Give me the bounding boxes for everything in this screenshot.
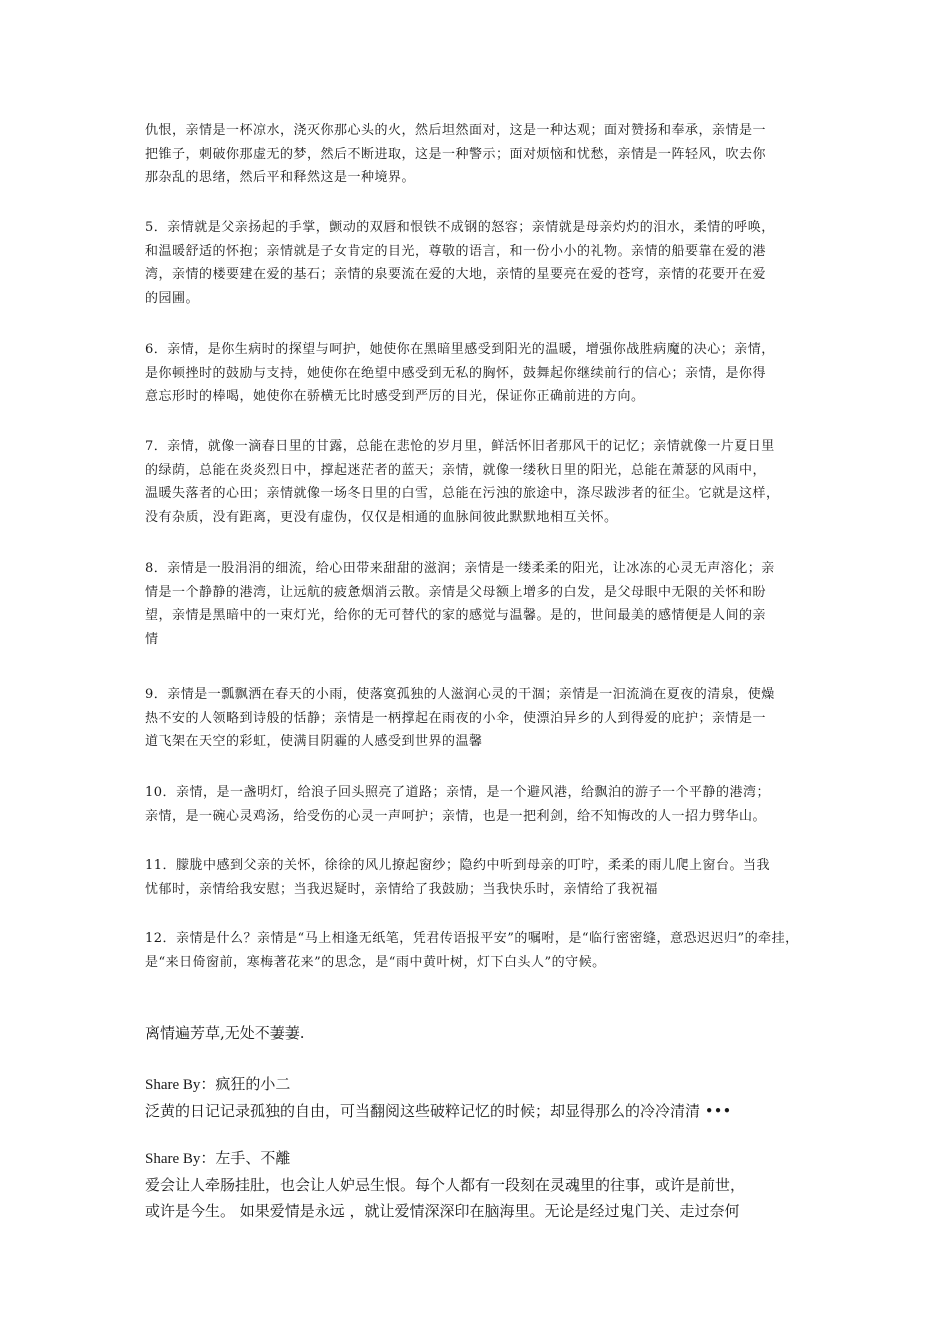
text-line: 10．亲情，是一盏明灯，给浪子回头照亮了道路；亲情，是一个避风港，给飘泊的游子一个平静的港湾； <box>145 785 771 800</box>
paragraph-8 <box>145 557 807 651</box>
share-by-label: Share By：左手、不離 <box>145 1151 291 1167</box>
text-line: 情 <box>145 631 159 647</box>
paragraph-9 <box>145 683 807 754</box>
share-block-2 <box>145 1146 815 1224</box>
paragraph-12 <box>145 927 807 974</box>
text-line: 那杂乱的思绪，然后平和释然这是一种境界。 <box>145 170 416 185</box>
text-line: 6．亲情，是你生病时的探望与呵护，她使你在黑暗里感受到阳光的温暖，增强你战胜病魔的决心；亲情， <box>145 342 775 357</box>
text-line: 意忘形时的棒喝，她使你在骄横无比时感受到严厉的目光，保证你正确前进的方向。 <box>145 389 645 404</box>
paragraph-5 <box>145 216 807 310</box>
text-line: 爱会让人牵肠挂肚，也会让人妒忌生恨。每个人都有一段刻在灵魂里的往事，或许是前世， <box>145 1176 746 1194</box>
text-line: 或许是今生。 如果爱情是永远 ，就让爱情深深印在脑海里。无论是经过鬼门关、走过奈何 <box>145 1202 740 1220</box>
text-line: 是你顿挫时的鼓励与支持，她使你在绝望中感受到无私的胸怀，鼓舞起你继续前行的信心；亲情，是你得 <box>145 365 767 381</box>
text-line: 温暖失落者的心田；亲情就像一场冬日里的白雪，总能在污浊的旅途中，涤尽跋涉者的征尘。它就是这样， <box>145 486 780 501</box>
text-line: 没有杂质，没有距离，更没有虚伪，仅仅是相通的血脉间彼此默默地相互关怀。 <box>145 509 618 525</box>
paragraph-continued <box>145 119 807 190</box>
text-line: 望，亲情是黑暗中的一束灯光，给你的无可替代的家的感觉与温馨。是的，世间最美的感情便是人间的亲 <box>145 608 767 623</box>
text-line: 12．亲情是什么？亲情是“马上相逢无纸笔，凭君传语报平安”的嘱咐，是“临行密密缝，意恐迟迟归”的牵挂， <box>145 931 799 946</box>
text-line: 泛黄的日记记录孤独的自由，可当翻阅这些破粹记忆的时候；却显得那么的冷冷清清 ••• <box>145 1102 732 1120</box>
text-line: 仇恨，亲情是一杯凉水，浇灭你那心头的火，然后坦然面对，这是一种达观；面对赞扬和奉承，亲情是一 <box>145 123 767 138</box>
paragraph-10 <box>145 781 807 828</box>
text-line: 情是一个静静的港湾，让远航的疲惫烟消云散。亲情是父母额上增多的白发，是父母眼中无限的关怀和盼 <box>145 584 767 600</box>
text-line: 11．朦胧中感到父亲的关怀，徐徐的风儿撩起窗纱；隐约中听到母亲的叮咛，柔柔的雨儿爬上窗台。当我 <box>145 858 771 873</box>
text-line: 把锥子，刺破你那虚无的梦，然后不断进取，这是一种警示；面对烦恼和忧愁，亲情是一阵轻风，吹去你 <box>145 146 767 162</box>
text-line: 和温暖舒适的怀抱；亲情就是子女肯定的目光，尊敬的语言，和一份小小的礼物。亲情的船要靠在爱的港 <box>145 243 767 259</box>
share-block-1 <box>145 1072 815 1124</box>
text-line: 湾，亲情的楼要建在爱的基石；亲情的泉要流在爱的大地，亲情的星要亮在爱的苍穹，亲情的花要开在爱 <box>145 267 767 282</box>
paragraph-11 <box>145 854 807 901</box>
text-line: 7．亲情，就像一滴春日里的甘露，总能在悲怆的岁月里，鲜活怀旧者那风干的记忆；亲情就像一片夏日里 <box>145 439 775 454</box>
text-line: 亲情，是一碗心灵鸡汤，给受伤的心灵一声呵护；亲情，也是一把利剑，给不知悔改的人一招力劈华山。 <box>145 808 767 824</box>
text-line: 5．亲情就是父亲扬起的手掌，颤动的双唇和恨铁不成钢的怒容；亲情就是母亲灼灼的泪水，柔情的呼唤， <box>145 220 775 235</box>
text-line: 是“来日倚窗前，寒梅著花来”的思念，是“雨中黄叶树，灯下白头人”的守候。 <box>145 954 606 970</box>
text-line: 9．亲情是一瓢飘洒在春天的小雨，使落寞孤独的人滋润心灵的干涸；亲情是一汩流淌在夏夜的清泉，使燥 <box>145 687 775 702</box>
share-by-label: Share By：疯狂的小二 <box>145 1077 291 1093</box>
text-line: 热不安的人领略到诗般的恬静；亲情是一柄撑起在雨夜的小伞，使漂泊异乡的人到得爱的庇护；亲情是一 <box>145 710 767 726</box>
text-line: 离情遍芳草,无处不萋萋. <box>145 1024 305 1042</box>
text-line: 的绿荫，总能在炎炎烈日中，撑起迷茫者的蓝天；亲情，就像一缕秋日里的阳光，总能在萧瑟的风雨中， <box>145 462 767 478</box>
closing-line <box>145 1020 815 1046</box>
paragraph-6 <box>145 338 807 409</box>
text-line: 的园圃。 <box>145 290 200 306</box>
paragraph-7 <box>145 435 807 529</box>
text-line: 8．亲情是一股涓涓的细流，给心田带来甜甜的滋润；亲情是一缕柔柔的阳光，让冰冻的心灵无声溶化；亲 <box>145 561 775 576</box>
text-line: 忧郁时，亲情给我安慰；当我迟疑时，亲情给了我鼓励；当我快乐时，亲情给了我祝福 <box>145 881 659 897</box>
text-line: 道飞架在天空的彩虹，使满目阴霾的人感受到世界的温馨 <box>145 734 483 749</box>
